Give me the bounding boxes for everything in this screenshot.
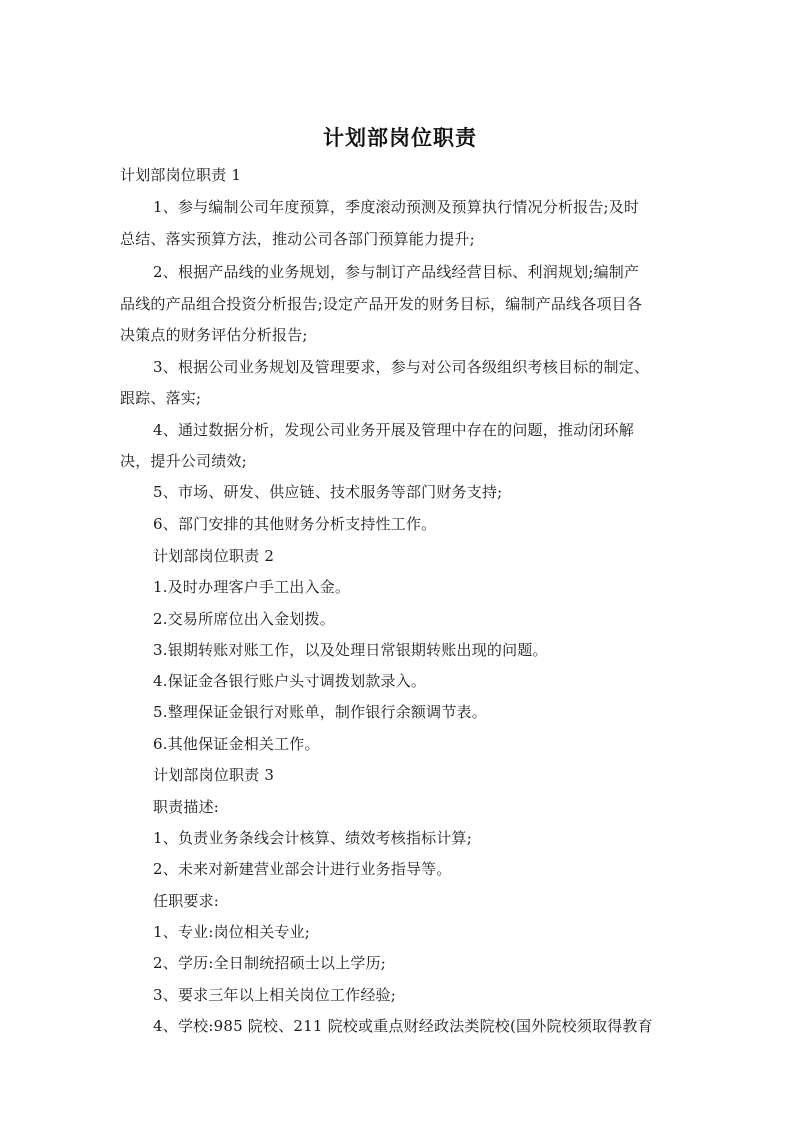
- subheading: 任职要求:: [153, 892, 220, 910]
- paragraph-line: 决，提升公司绩效;: [120, 452, 247, 470]
- list-item: 6.其他保证金相关工作。: [153, 735, 320, 753]
- paragraph-line: 4、通过数据分析，发现公司业务开展及管理中存在的问题，推动闭环解: [153, 421, 634, 439]
- list-item: 1.及时办理客户手工出入金。: [153, 578, 351, 596]
- paragraph-line: 2、根据产品线的业务规划，参与制订产品线经营目标、利润规划;编制产: [153, 263, 640, 281]
- paragraph-line: 总结、落实预算方法，推动公司各部门预算能力提升;: [120, 230, 475, 248]
- subheading: 职责描述:: [153, 798, 220, 816]
- list-item: 3、要求三年以上相关岗位工作经验;: [153, 986, 396, 1004]
- paragraph-line: 5、市场、研发、供应链、技术服务等部门财务支持;: [153, 483, 503, 501]
- list-item: 2.交易所席位出入金划拨。: [153, 610, 335, 628]
- section-heading-1: 计划部岗位职责 1: [120, 166, 242, 184]
- list-item: 1、负责业务条线会计核算、绩效考核指标计算;: [153, 829, 472, 847]
- list-item: 2、未来对新建营业部会计进行业务指导等。: [153, 860, 452, 878]
- list-item: 5.整理保证金银行对账单，制作银行余额调节表。: [153, 703, 487, 721]
- paragraph-line: 决策点的财务评估分析报告;: [120, 326, 308, 344]
- list-item: 2、学历:全日制统招硕士以上学历;: [153, 954, 387, 972]
- document-title: 计划部岗位职责: [323, 126, 477, 150]
- list-item: 1、专业:岗位相关专业;: [153, 923, 311, 941]
- paragraph-line: 3、根据公司业务规划及管理要求，参与对公司各级组织考核目标的制定、: [153, 358, 650, 376]
- section-heading-3: 计划部岗位职责 3: [153, 766, 275, 784]
- paragraph-line: 6、部门安排的其他财务分析支持性工作。: [153, 515, 437, 533]
- list-item: 4、学校:985 院校、211 院校或重点财经政法类院校(国外院校须取得教育: [153, 1017, 653, 1035]
- section-heading-2: 计划部岗位职责 2: [153, 547, 275, 565]
- list-item: 4.保证金各银行账户头寸调拨划款录入。: [153, 672, 427, 690]
- list-item: 3.银期转账对账工作，以及处理日常银期转账出现的问题。: [153, 641, 548, 659]
- paragraph-line: 品线的产品组合投资分析报告;设定产品开发的财务目标，编制产品线各项目各: [120, 295, 643, 313]
- paragraph-line: 1、参与编制公司年度预算，季度滚动预测及预算执行情况分析报告;及时: [153, 198, 640, 216]
- paragraph-line: 跟踪、落实;: [120, 389, 202, 407]
